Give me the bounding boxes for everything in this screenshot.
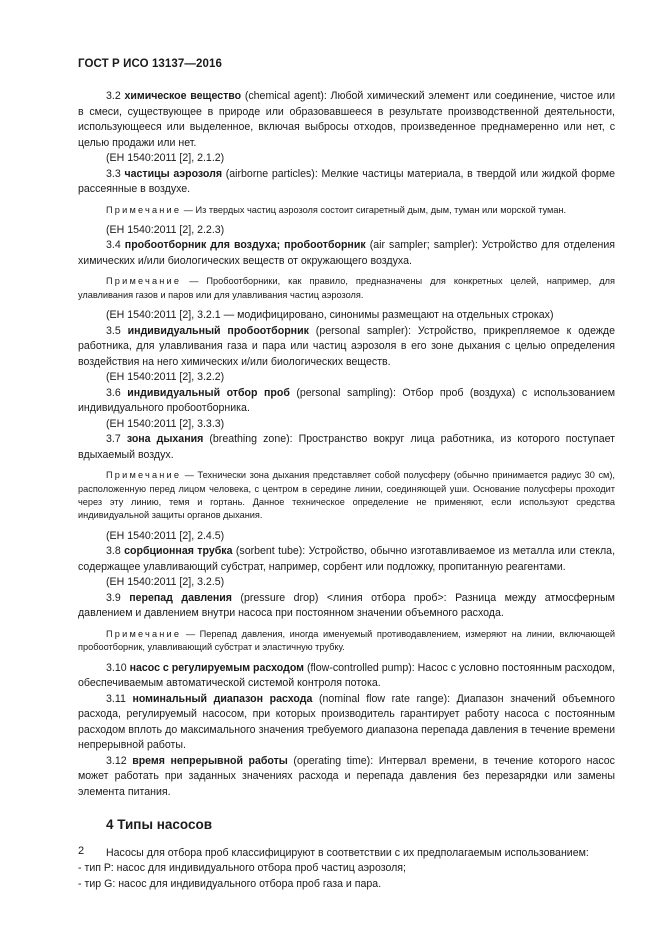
term-name: зона дыхания [126, 433, 204, 446]
list-item: - тир G: насос для индивидуального отбора проб газа и пара. [78, 877, 382, 890]
term-definition: (air sampler; sampler): Устройство для отделения химических и/или биологических веществ от окружающего воздуха. [78, 239, 615, 267]
term-name: химическое вещество [124, 90, 242, 102]
term-3-7 [78, 432, 615, 463]
term-definition: (breathing zone): Пространство вокруг лица работника, из которого поступает вдыхаемый воздух. [78, 433, 615, 461]
term-definition: (personal sampler): Устройство, прикрепляемое к одежде работника, для улавливания газа и пара или частиц аэрозоля в его зоне дыхания с целью определения воздействия на него химических и/или биологических веществ. [78, 324, 616, 368]
term-3-9 [78, 591, 615, 622]
term-number: 3.5 [106, 324, 121, 337]
section-intro: Насосы для отбора проб классифицируют в соответствии с их предполагаемым использованием: [106, 846, 589, 859]
term-number: 3.10 [106, 661, 127, 674]
term-number: 3.3 [106, 167, 121, 180]
note-label: Примечание [106, 470, 182, 481]
term-number: 3.11 [106, 692, 126, 705]
term-source: (ЕН 1540:2011 [2], 3.2.2) [106, 371, 225, 384]
note-text: — Технически зона дыхания представляет собой полусферу (обычно принимается радиус 30 см), расположенную перед лицом человека, с центром в середине линии, соединяющей уши. Основание полусферы проходит через эту линию, темя и гортань. Данное техническое определение не применяют, если используют средства индивидуальной защиты органов дыхания. [78, 470, 615, 521]
list-item: - тип Р: насос для индивидуального отбора проб частиц аэрозоля; [78, 862, 406, 875]
term-3-2 [78, 89, 615, 151]
term-definition: (airborne particles): Мелкие частицы материала, в твердой или жидкой форме рассеянные в воздухе. [78, 167, 615, 195]
note-text: — Пробоотборники, как правило, предназначены для конкретных целей, например, для улавливания газов и паров или для улавливания частиц аэрозоля. [78, 276, 615, 300]
term-3-6 [78, 386, 615, 417]
document-header: ГОСТ Р ИСО 13137—2016 [78, 58, 223, 70]
term-number: 3.6 [106, 386, 121, 399]
term-number: 3.9 [106, 591, 121, 604]
term-3-8 [78, 544, 615, 575]
term-note [78, 275, 615, 302]
term-number: 3.7 [106, 433, 121, 446]
term-source: (ЕН 1540:2011 [2], 3.2.1 — модифицировано, синонимы размещают на отдельных строках) [106, 309, 554, 322]
term-definition: (nominal flow rate range): Диапазон значений объемного расхода, регулируемый насосом, при которых производитель гарантирует работу насоса с постоянным расходом вплоть до максимального значения требуемого диапазона перепада давления в течение времени непрерывной работы. [78, 692, 615, 752]
term-definition: (flow-controlled pump): Насос с условно постоянным расходом, обеспечиваемым автоматической системой контроля потока. [78, 661, 616, 690]
term-definition: (sorbent tube): Устройство, обычно изготавливаемое из металла или стекла, содержащее улавливающий субстрат, например, сорбент или подложку, пропитанную реагентами. [78, 545, 616, 573]
term-definition: (personal sampling): Отбор проб (воздуха) с использованием индивидуального пробоотборника. [78, 386, 615, 415]
term-definition: (operating time): Интервал времени, в течение которого насос может работать при заданных значениях расхода и перепада давления без перезарядки или замены элемента питания. [78, 754, 615, 798]
note-text: — Из твердых частиц аэрозоля состоит сигаретный дым, дым, туман или морской туман. [183, 204, 567, 215]
term-note [78, 204, 615, 217]
term-3-3 [78, 167, 615, 198]
section-heading: 4 Типы насосов [106, 817, 213, 833]
term-3-11 [78, 692, 615, 754]
page-number: 2 [78, 845, 85, 857]
term-source: (ЕН 1540:2011 [2], 2.2.3) [106, 223, 225, 236]
term-number: 3.8 [106, 545, 121, 558]
term-note [78, 469, 615, 523]
note-label: Примечание [106, 628, 182, 639]
term-3-10 [78, 661, 615, 692]
term-name: пробоотборник для воздуха; пробоотборник [124, 239, 366, 252]
term-name: насос с регулируемым расходом [129, 661, 305, 674]
term-source: (ЕН 1540:2011 [2], 3.3.3) [106, 417, 225, 430]
term-name: индивидуальный пробоотборник [127, 324, 309, 337]
term-definition: (pressure drop) <линия отбора проб>: Разница между атмосферным давлением и давлением внутри насоса при постоянном значении объемного расхода. [78, 591, 615, 620]
document-body [78, 89, 615, 892]
term-number: 3.4 [106, 239, 121, 252]
term-name: сорбционная трубка [124, 545, 233, 558]
term-3-12 [78, 754, 615, 801]
term-number: 3.12 [106, 754, 127, 767]
term-definition: (chemical agent): Любой химический элемент или соединение, чистое или в смеси, существующее в природе или образовавшееся в результате производственной деятельности, использующееся или выделенное, включая выбросы отходов, произведенное преднамеренно или нет, с целью продажи или нет. [78, 90, 615, 149]
note-label: Примечание [106, 204, 182, 215]
note-text: — Перепад давления, иногда именуемый противодавлением, измеряют на линии, включающей пробоотборник, улавливающий субстрат и эластичную трубку. [78, 628, 615, 653]
term-source: (ЕН 1540:2011 [2], 2.4.5) [106, 529, 225, 542]
term-3-5 [78, 324, 615, 371]
term-note [78, 628, 615, 655]
term-3-4 [78, 238, 615, 269]
term-name: частицы аэрозоля [124, 167, 223, 180]
term-source: (ЕН 1540:2011 [2], 2.1.2) [106, 152, 225, 164]
term-name: время непрерывной работы [132, 754, 288, 767]
term-name: перепад давления [129, 591, 232, 604]
note-label: Примечание [106, 276, 182, 287]
term-name: номинальный диапазон расхода [132, 692, 313, 705]
term-source: (ЕН 1540:2011 [2], 3.2.5) [106, 576, 225, 589]
term-number: 3.2 [106, 90, 121, 102]
term-name: индивидуальный отбор проб [127, 386, 290, 399]
